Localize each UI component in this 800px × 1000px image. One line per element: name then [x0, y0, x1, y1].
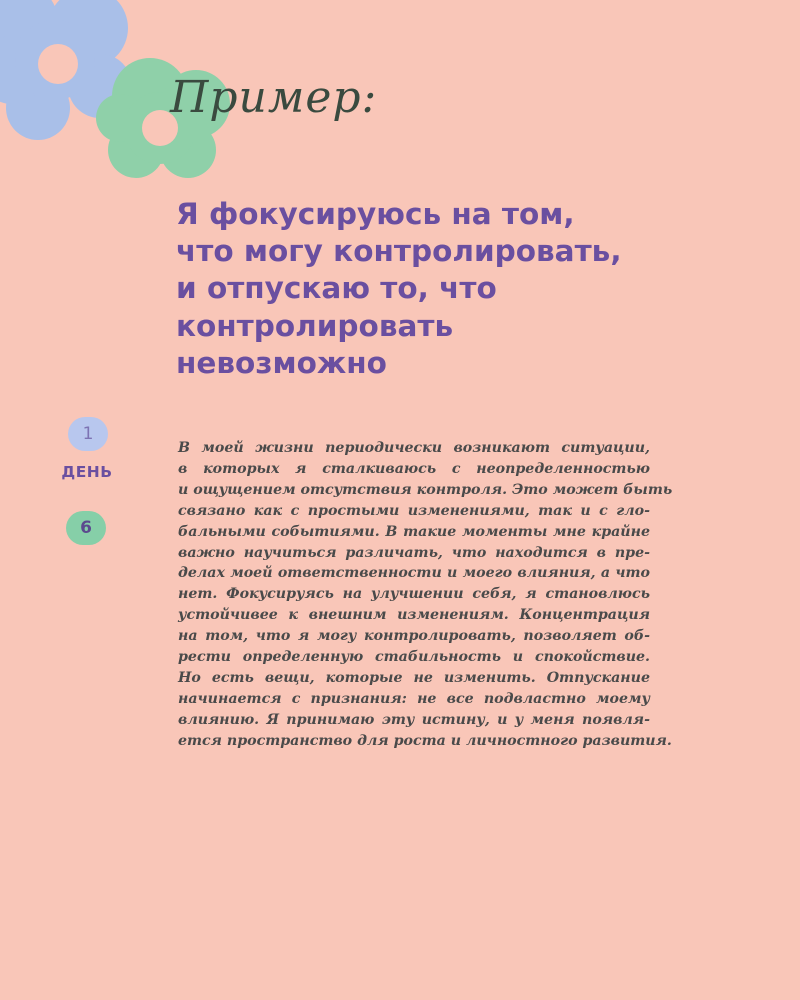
body-line: Но есть вещи, которые не изменить. Отпускание — [178, 669, 650, 686]
body-line: В моей жизни периодически возникают ситуации, — [178, 440, 650, 456]
body-line: важно научиться различать, что находится в пре- — [178, 544, 650, 561]
body-line: делах моей ответственности и моего влияния, а что — [178, 565, 650, 582]
body-paragraph — [178, 438, 673, 752]
day-number-first-digit: 1 — [68, 417, 108, 451]
affirmation-headline — [176, 196, 696, 382]
day-label: ДЕНЬ — [61, 463, 113, 481]
body-line: устойчивее к внешним изменениям. Концентрация — [178, 607, 650, 624]
body-line: бальными событиями. В такие моменты мне крайне — [178, 523, 650, 540]
day-number-second-digit: 6 — [66, 511, 106, 545]
body-line: влиянию. Я принимаю эту истину, и у меня появля- — [178, 711, 650, 728]
page-title: Пример: — [170, 72, 378, 123]
body-line: начинается с признания: не все подвластно моему — [178, 690, 650, 707]
headline-line: невозможно — [176, 345, 387, 380]
headline-line: что могу контролировать, — [176, 234, 622, 269]
blue-flower-center — [38, 44, 78, 84]
body-line: связано как с простыми изменениями, так и с гло- — [178, 502, 650, 519]
body-line: и ощущением отсутствия контроля. Это может быть — [178, 481, 673, 498]
body-line: нет. Фокусируясь на улучшении себя, я становлюсь — [178, 586, 650, 603]
body-line: на том, что я могу контролировать, позволяет об- — [178, 628, 650, 645]
body-line: ется пространство для роста и личностного развития. — [178, 732, 672, 749]
headline-line: и отпускаю то, что — [176, 271, 497, 306]
headline-line: Я фокусируюсь на том, — [176, 197, 575, 231]
headline-line: контролировать — [176, 308, 454, 343]
body-line: в которых я сталкиваюсь с неопределенностью — [178, 460, 650, 477]
body-line: рести определенную стабильность и спокойствие. — [178, 649, 650, 666]
